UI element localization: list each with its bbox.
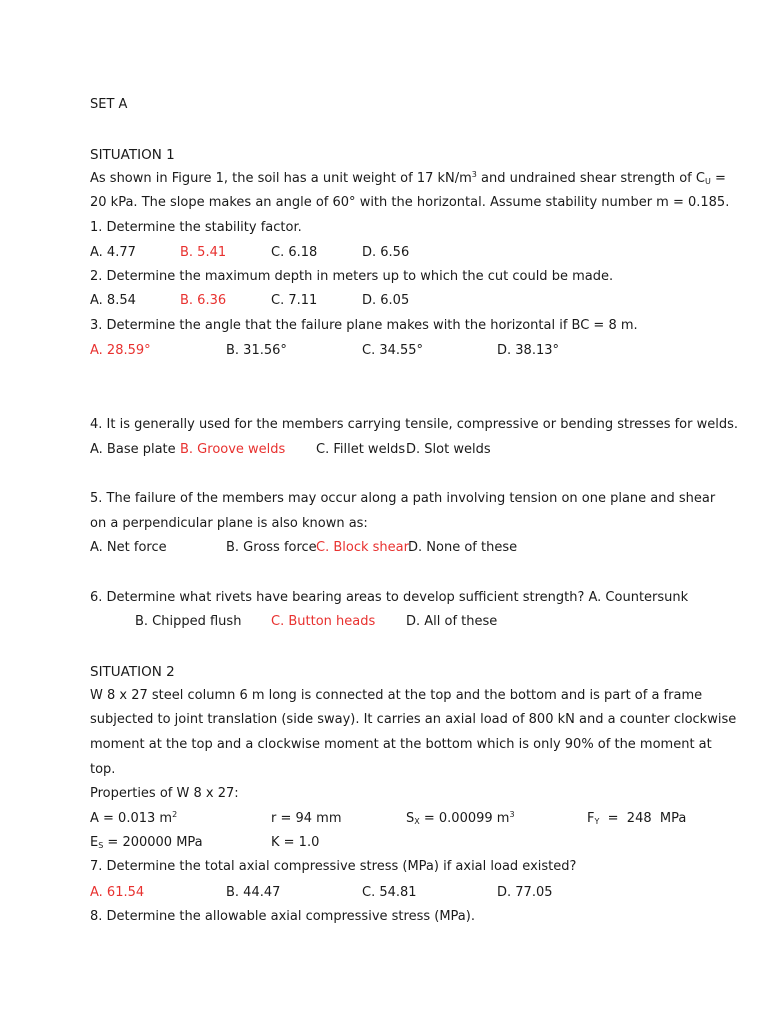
q5-option-d: D. None of these — [408, 540, 518, 555]
q3-option-c: C. 34.55° — [362, 343, 424, 358]
question-5-line-2: on a perpendicular plane is also known as: — [90, 516, 368, 531]
q2-option-a: A. 8.54 — [90, 293, 136, 308]
question-8: 8. Determine the allowable axial compressive stress (MPa). — [90, 909, 475, 924]
situation-1-intro-line-1: As shown in Figure 1, the soil has a unit weight of 17 $kN/m^3$ and undrained shear strength of $C_U$ = — [90, 170, 726, 186]
property-k-factor: K = 1.0 — [271, 835, 320, 850]
q7-option-d: D. 77.05 — [497, 885, 553, 900]
question-7: 7. Determine the total axial compressive stress (MPa) if axial load existed? — [90, 859, 577, 874]
q6-option-b: B. Chipped flush — [135, 614, 242, 629]
situation-2-paragraph-line-3: moment at the top and a clockwise moment at the bottom which is only 90% of the moment at — [90, 737, 712, 752]
q4-option-d: D. Slot welds — [406, 442, 491, 457]
question-2: 2. Determine the maximum depth in meters up to which the cut could be made. — [90, 269, 614, 284]
question-1: 1. Determine the stability factor. — [90, 220, 302, 235]
q2-option-c: C. 7.11 — [271, 293, 318, 308]
q3-option-b: B. 31.56° — [226, 343, 287, 358]
property-yield-strength: $F_Y = 248$ MPa — [587, 811, 687, 826]
situation-1-intro-line-2: 20 kPa. The slope makes an angle of 60° with the horizontal. Assume stability number m = 0.185. — [90, 195, 730, 210]
q2-option-b-answer: B. 6.36 — [180, 293, 227, 308]
q3-option-a-answer: A. 28.59° — [90, 343, 151, 358]
property-elastic-modulus: $E_S = 200000$ MPa — [90, 835, 203, 850]
question-3: 3. Determine the angle that the failure plane makes with the horizontal if BC = 8 m. — [90, 318, 638, 333]
set-title: SET A — [90, 97, 128, 112]
q6-option-c-answer: C. Button heads — [271, 614, 376, 629]
situation-1-heading: SITUATION 1 — [90, 147, 175, 163]
q3-option-d: D. 38.13° — [497, 343, 559, 358]
property-radius: r = 94 mm — [271, 811, 342, 826]
question-4: 4. It is generally used for the members carrying tensile, compressive or bending stresses for welds. — [90, 417, 739, 432]
question-6: 6. Determine what rivets have bearing areas to develop sufficient strength? A. Countersunk — [90, 590, 689, 605]
situation-2-paragraph-line-4: top. — [90, 762, 116, 777]
property-area: A = 0.013 $m^2$ — [90, 810, 178, 826]
q6-option-d: D. All of these — [406, 614, 498, 629]
property-section-modulus: $S_X = 0.00099$ $m^3$ — [406, 810, 515, 826]
q1-option-b-answer: B. 5.41 — [180, 245, 227, 260]
q7-option-a-answer: A. 61.54 — [90, 885, 145, 900]
situation-2-heading: SITUATION 2 — [90, 664, 175, 680]
situation-2-paragraph-line-1: W 8 x 27 steel column 6 m long is connected at the top and the bottom and is part of a frame — [90, 688, 703, 703]
q5-option-b: B. Gross force — [226, 540, 317, 555]
q4-option-b-answer: B. Groove welds — [180, 442, 286, 457]
q4-option-c: C. Fillet welds — [316, 442, 406, 457]
situation-2-paragraph-line-2: subjected to joint translation (side sway). It carries an axial load of 800 kN and a counter clockwise — [90, 712, 737, 727]
q1-option-a: A. 4.77 — [90, 245, 136, 260]
q4-option-a: A. Base plate — [90, 442, 176, 457]
q5-option-a: A. Net force — [90, 540, 167, 555]
question-5-line-1: 5. The failure of the members may occur along a path involving tension on one plane and shear — [90, 491, 716, 506]
q5-option-c-answer: C. Block shear — [316, 540, 409, 555]
q1-option-c: C. 6.18 — [271, 245, 318, 260]
q7-option-c: C. 54.81 — [362, 885, 417, 900]
properties-title: Properties of W 8 x 27: — [90, 786, 239, 801]
q2-option-d: D. 6.05 — [362, 293, 410, 308]
q1-option-d: D. 6.56 — [362, 245, 410, 260]
q7-option-b: B. 44.47 — [226, 885, 281, 900]
